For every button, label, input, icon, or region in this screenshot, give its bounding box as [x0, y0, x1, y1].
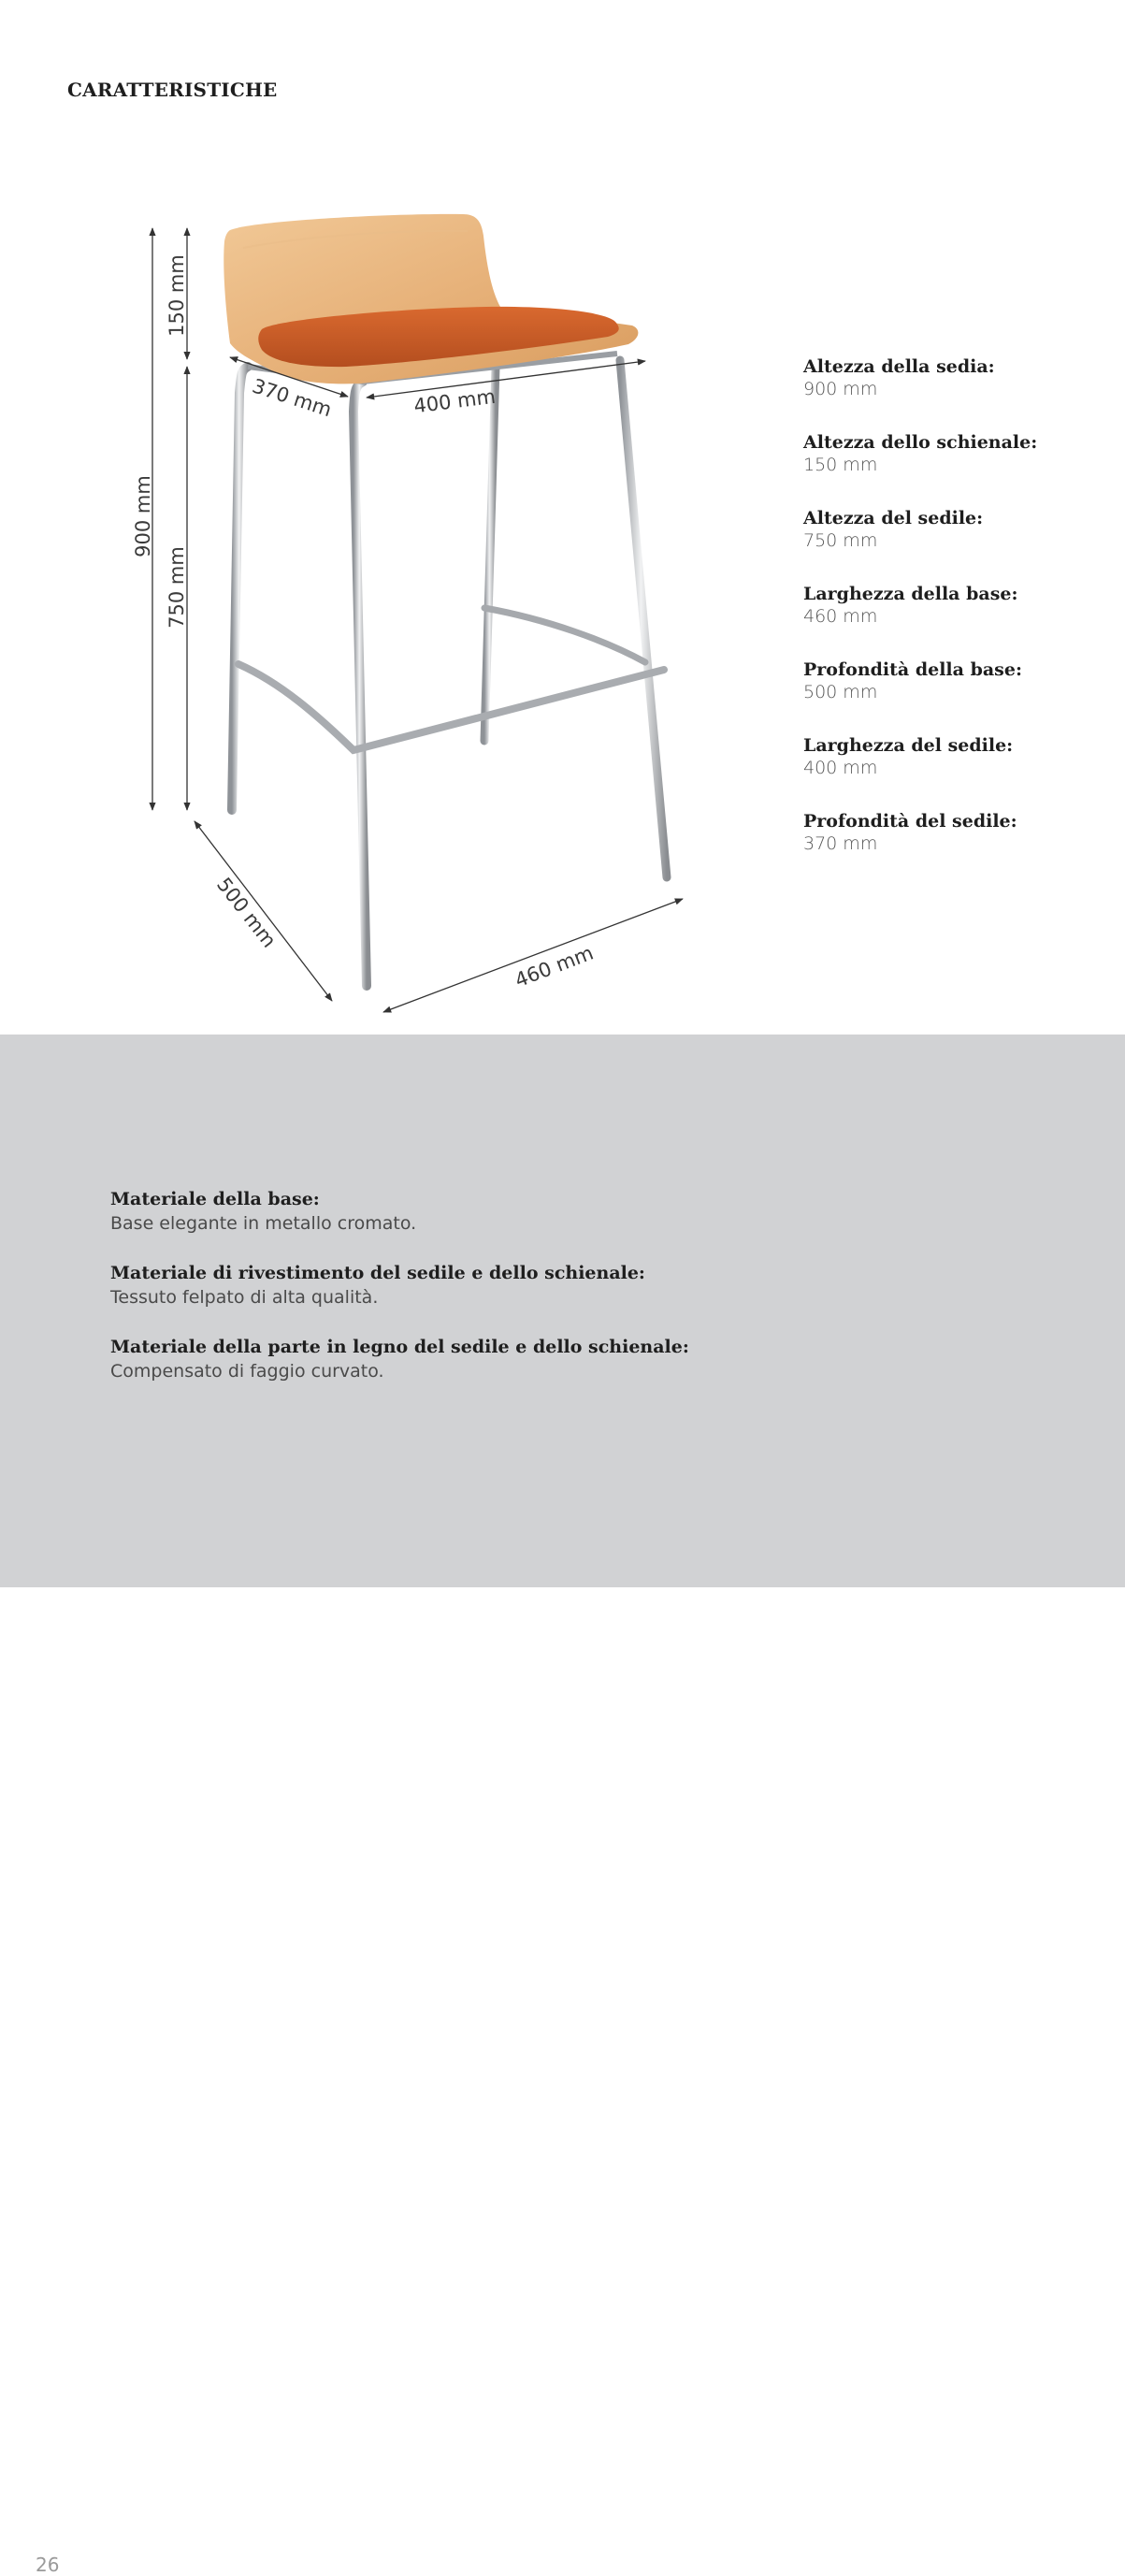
section-title: CARATTERISTICHE: [67, 79, 278, 101]
spec-value: 460 mm: [803, 606, 878, 627]
total-height-label: 900 mm: [132, 475, 154, 557]
material-value: Compensato di faggio curvato.: [110, 1361, 384, 1382]
spec-item: [803, 584, 1112, 628]
material-item: [110, 1187, 952, 1236]
spec-label: Altezza del sedile:: [803, 508, 984, 528]
spec-label: Larghezza della base:: [803, 584, 1018, 604]
spec-label: Altezza della sedia:: [803, 356, 995, 377]
spec-value: 500 mm: [803, 682, 878, 702]
specifications-list: [803, 356, 1112, 887]
base-depth-dimension-line: [195, 821, 332, 1001]
chair-back-legs: [484, 360, 667, 877]
chair-front-legs: [232, 354, 664, 986]
material-value: Base elegante in metallo cromato.: [110, 1213, 417, 1234]
material-value: Tessuto felpato di alta qualità.: [110, 1287, 379, 1308]
spec-label: Larghezza del sedile:: [803, 735, 1014, 756]
seat-depth-label: 370 mm: [249, 374, 335, 422]
spec-item: [803, 735, 1112, 779]
spec-item: [803, 432, 1112, 476]
spec-value: 400 mm: [803, 758, 878, 778]
spec-value: 150 mm: [803, 455, 878, 475]
base-width-dimension-line: [383, 899, 683, 1012]
seat-height-label: 750 mm: [166, 546, 188, 629]
page-number: 26: [36, 2554, 60, 2576]
spec-value: 370 mm: [803, 833, 878, 854]
material-item: [110, 1335, 952, 1383]
materials-panel: [0, 1035, 1125, 2576]
spec-value: 750 mm: [803, 530, 878, 551]
spec-label: Profondità del sedile:: [803, 811, 1017, 832]
base-depth-label: 500 mm: [212, 873, 281, 952]
spec-value: 900 mm: [803, 379, 878, 399]
spec-label: Altezza dello schienale:: [803, 432, 1038, 453]
spec-label: Profondità della base:: [803, 659, 1022, 680]
seat-width-label: 400 mm: [412, 384, 498, 418]
base-width-label: 460 mm: [512, 941, 597, 992]
spec-item: [803, 508, 1112, 552]
backrest-height-label: 150 mm: [166, 254, 188, 337]
material-label: Materiale di rivestimento del sedile e dello schienale:: [110, 1263, 645, 1283]
spec-item: [803, 356, 1112, 400]
spec-item: [803, 811, 1112, 855]
material-item: [110, 1261, 952, 1310]
material-label: Materiale della base:: [110, 1189, 320, 1209]
spec-item: [803, 659, 1112, 703]
materials-list: [110, 1187, 952, 1409]
material-label: Materiale della parte in legno del sedile e dello schienale:: [110, 1337, 689, 1357]
